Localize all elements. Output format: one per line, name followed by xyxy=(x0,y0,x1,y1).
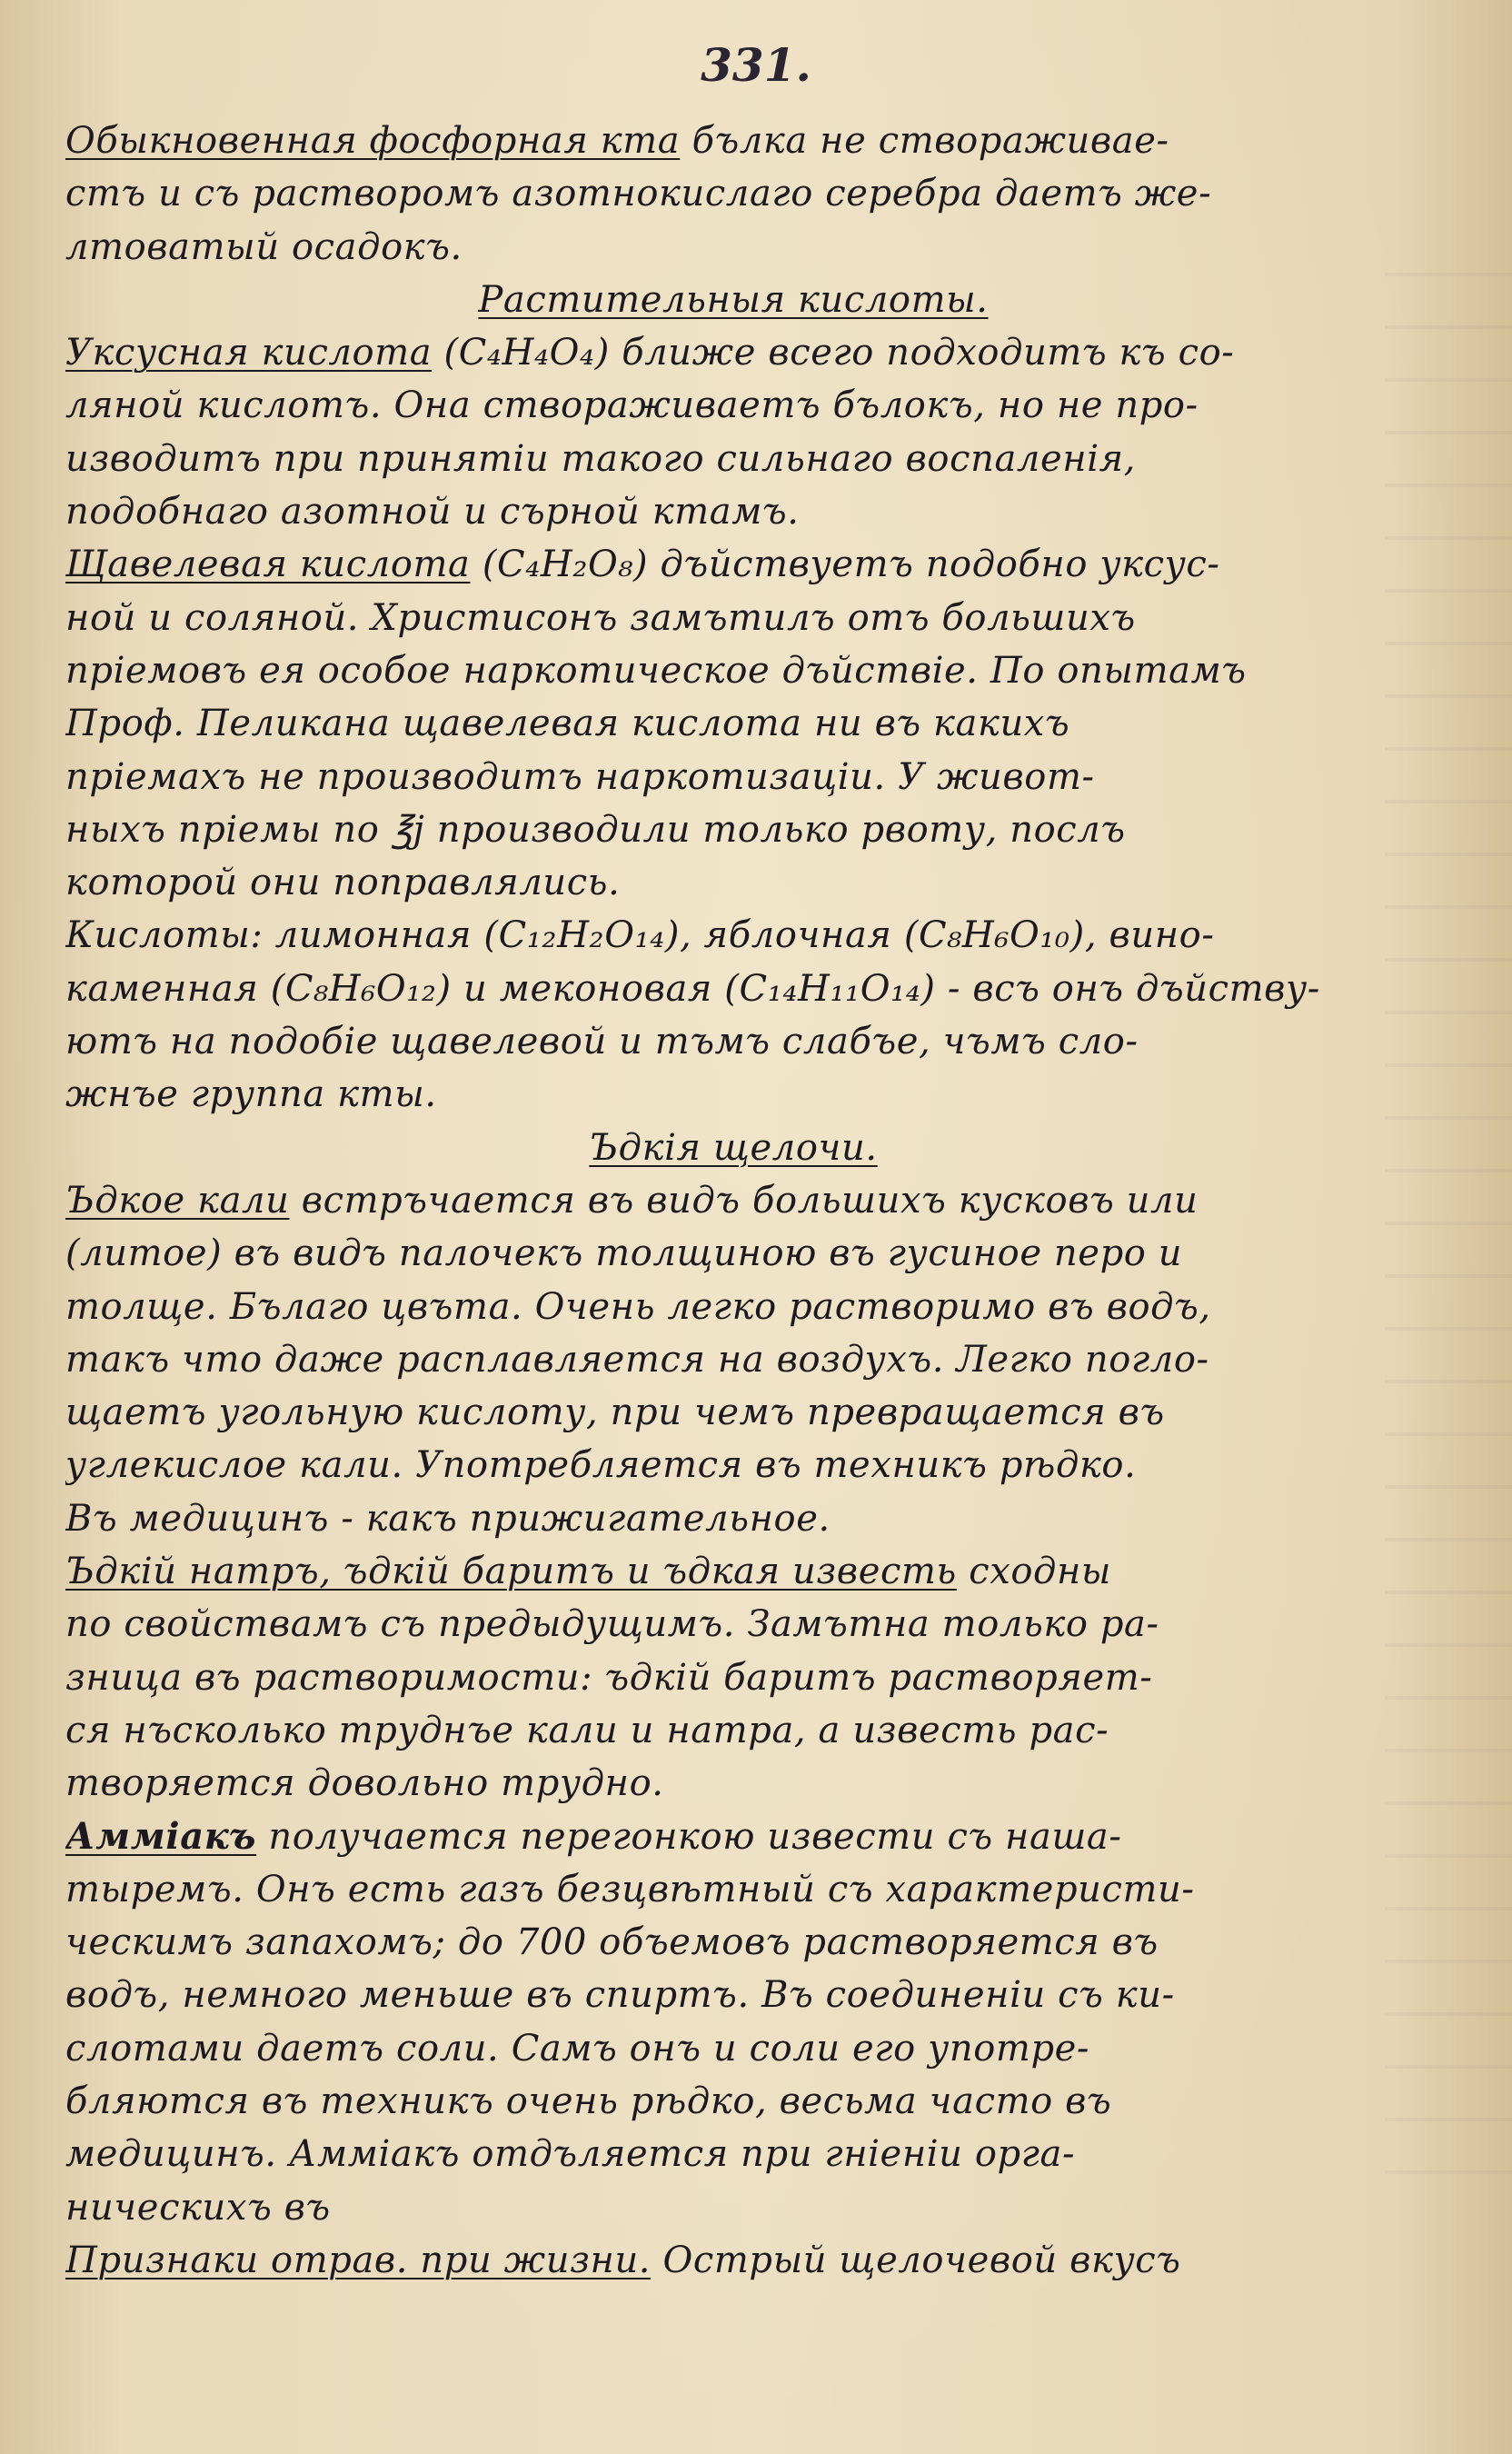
page-number: 331. xyxy=(701,38,811,92)
text-line xyxy=(65,2128,1401,2180)
show-through-bleed xyxy=(1385,273,1512,2181)
text-line xyxy=(65,1281,1401,1333)
line-text: бляются въ техникъ очень рѣдко, весьма часто въ xyxy=(65,2080,1112,2122)
line-text: щаетъ угольную кислоту, при чемъ превращается въ xyxy=(65,1392,1165,1434)
text-line xyxy=(65,697,1401,750)
text-line xyxy=(65,644,1401,697)
line-text: такъ что даже расплавляется на воздухъ. Легко погло- xyxy=(65,1338,1209,1381)
text-line xyxy=(65,485,1401,538)
text-line xyxy=(65,751,1401,803)
text-line xyxy=(65,433,1401,485)
text-line xyxy=(65,538,1401,591)
line-text: ной и соляной. Христисонъ замътилъ отъ большихъ xyxy=(65,596,1136,639)
line-text: (C₄H₄O₄) ближе всего подходитъ къ со- xyxy=(432,332,1235,374)
line-text: ческимъ запахомъ; до 700 объемовъ растворяется въ xyxy=(65,1921,1159,1964)
heading-text: Растительныя кислоты. xyxy=(478,278,989,321)
section-heading xyxy=(65,274,1401,326)
line-text: ляной кислотъ. Она створаживаетъ бълокъ, но не про- xyxy=(65,384,1199,427)
underlined-term: Уксусная кислота xyxy=(65,332,433,374)
text-line xyxy=(65,1757,1401,1810)
text-line xyxy=(65,2181,1401,2234)
underlined-term: Признаки отрав. при жизни. xyxy=(65,2239,652,2281)
line-text: каменная (C₈H₆O₁₂) и меконовая (C₁₄H₁₁O₁₄) - всъ онъ дъйству- xyxy=(65,967,1320,1010)
underlined-term: Ъдкое кали xyxy=(65,1179,290,1222)
text-line xyxy=(65,1439,1401,1491)
line-text: Острый щелочевой вкусъ xyxy=(651,2239,1181,2281)
line-text: Въ медицинъ - какъ прижигательное. xyxy=(65,1497,831,1540)
text-line xyxy=(65,1598,1401,1651)
line-text: бълка не створаживаe- xyxy=(680,120,1169,162)
line-text: зница въ растворимости: ъдкiй баритъ растворяет- xyxy=(65,1656,1153,1699)
text-line xyxy=(65,1545,1401,1598)
line-text: водъ, немного меньше въ спиртъ. Въ соединенiи съ ки- xyxy=(65,1974,1175,2017)
text-line xyxy=(65,1227,1401,1280)
text-line xyxy=(65,379,1401,432)
text-line xyxy=(65,909,1401,962)
text-line xyxy=(65,1811,1401,1863)
line-text: прiемовъ ея особое наркотическое дъйствiе. По опытамъ xyxy=(65,649,1247,692)
line-text: получается перегонкою извести съ наша- xyxy=(256,1815,1122,1858)
underlined-term: Обыкновенная фосфорная кта xyxy=(65,120,681,162)
underlined-term: Аммiакъ xyxy=(65,1814,257,1858)
text-line xyxy=(65,1333,1401,1386)
text-line xyxy=(65,963,1401,1015)
text-line xyxy=(65,221,1401,274)
line-text: слотами даетъ соли. Самъ онъ и соли его употре- xyxy=(65,2027,1090,2070)
line-text: толще. Бълаго цвъта. Очень легко растворимо въ водъ, xyxy=(65,1285,1211,1328)
text-line xyxy=(65,592,1401,644)
line-text: жнъе группа кты. xyxy=(65,1073,437,1116)
text-line xyxy=(65,167,1401,220)
text-line xyxy=(65,856,1401,909)
line-text: тыремъ. Онъ есть газъ безцвѣтный съ характеристи- xyxy=(65,1868,1195,1910)
text-line xyxy=(65,1068,1401,1121)
line-text: изводитъ при принятiи такого сильнаго воспаленiя, xyxy=(65,437,1136,480)
text-line xyxy=(65,1969,1401,2021)
text-line xyxy=(65,2022,1401,2075)
line-text: сходны xyxy=(956,1551,1112,1593)
line-text: Кислоты: лимонная (C₁₂H₂O₁₄), яблочная (C₈H₆O₁₀), вино- xyxy=(65,914,1215,957)
text-line xyxy=(65,115,1401,167)
line-text: по свойствамъ съ предыдущимъ. Замътна только ра- xyxy=(65,1603,1159,1646)
handwritten-text-body xyxy=(65,115,1401,2287)
text-line xyxy=(65,1015,1401,1068)
text-line xyxy=(65,803,1401,856)
line-text: подобнаго азотной и сърной ктамъ. xyxy=(65,491,800,534)
underlined-term: Щавелевая кислота xyxy=(65,544,471,586)
heading-text: Ъдкiя щелочи. xyxy=(589,1126,878,1169)
text-line xyxy=(65,1704,1401,1757)
line-text: творяется довольно трудно. xyxy=(65,1762,664,1805)
text-line xyxy=(65,1174,1401,1227)
line-text: которой они поправлялись. xyxy=(65,862,621,904)
line-text: лтоватый осадокъ. xyxy=(65,225,463,268)
line-text: ютъ на подобiе щавелевой и тъмъ слабъе, чъмъ сло- xyxy=(65,1021,1139,1063)
line-text: (C₄H₂O₈) дъйствуетъ подобно уксус- xyxy=(470,544,1220,586)
text-line xyxy=(65,2075,1401,2128)
text-line xyxy=(65,326,1401,379)
line-text: ся нъсколько труднъе кали и натра, а известь рас- xyxy=(65,1709,1109,1751)
line-text: ныхъ прiемы по ℥j производили только рвоту, послъ xyxy=(65,808,1126,851)
text-line xyxy=(65,1492,1401,1545)
text-line xyxy=(65,2234,1401,2287)
text-line xyxy=(65,1651,1401,1704)
line-text: (литое) въ видъ палочекъ толщиною въ гусиное перо и xyxy=(65,1232,1183,1275)
line-text: Проф. Пеликана щавелевая кислота ни въ какихъ xyxy=(65,703,1070,745)
text-line xyxy=(65,1386,1401,1439)
line-text: углекислое кали. Употребляется въ техникъ рѣдко. xyxy=(65,1444,1137,1487)
line-text: стъ и съ растворомъ азотнокислаго серебра даетъ же- xyxy=(65,173,1212,215)
line-text: ническихъ въ xyxy=(65,2186,331,2229)
text-line xyxy=(65,1863,1401,1916)
line-text: медицинъ. Аммiакъ отдъляется при гнiенiи орга- xyxy=(65,2133,1076,2176)
line-text: встръчается въ видъ большихъ кусковъ или xyxy=(289,1179,1199,1222)
line-text: прiемахъ не производитъ наркотизацiи. У живот- xyxy=(65,755,1095,798)
underlined-term: Ъдкiй натръ, ъдкiй баритъ и ъдкая известь xyxy=(65,1551,957,1593)
text-line xyxy=(65,1916,1401,1969)
section-heading xyxy=(65,1122,1401,1174)
